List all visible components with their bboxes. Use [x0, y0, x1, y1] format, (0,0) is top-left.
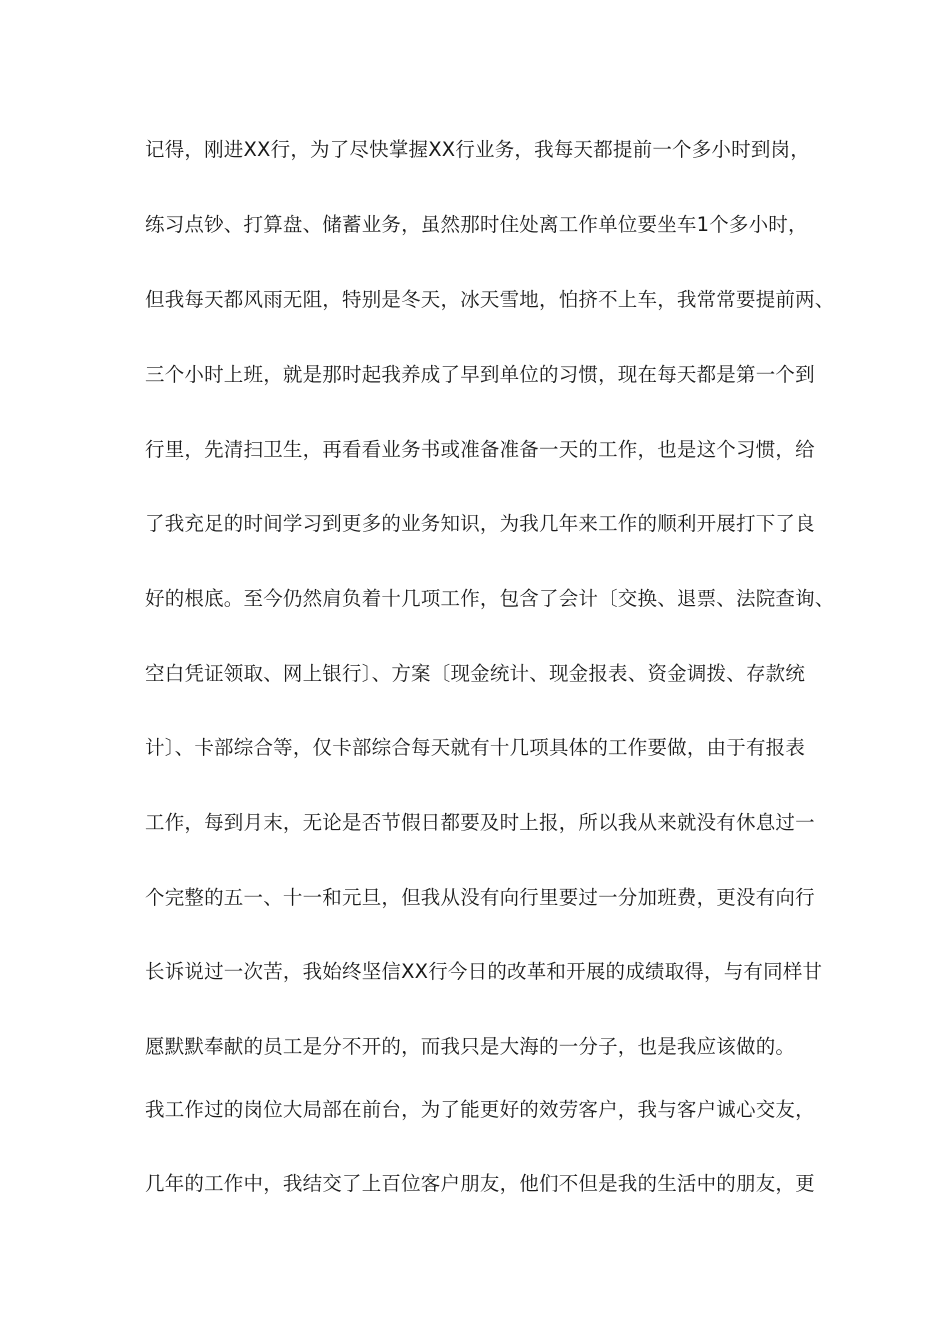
text-line-15: 几年的工作中，我结交了上百位客户朋友，他们不但是我的生活中的朋友，更	[145, 1172, 815, 1195]
text-line-5: 行里，先清扫卫生，再看看业务书或准备准备一天的工作，也是这个习惯，给	[145, 438, 815, 461]
text-line-3: 但我每天都风雨无阻，特别是冬天，冰天雪地，怕挤不上车，我常常要提前两、	[145, 288, 835, 311]
text-line-9: 计〕、卡部综合等，仅卡部综合每天就有十几项具体的工作要做，由于有报表	[145, 736, 806, 759]
text-line-14: 我工作过的岗位大局部在前台，为了能更好的效劳客户，我与客户诚心交友，	[145, 1098, 815, 1121]
text-line-7: 好的根底。至今仍然肩负着十几项工作，包含了会计〔交换、退票、法院查询、	[145, 587, 835, 610]
text-line-8: 空白凭证领取、网上银行〕、方案〔现金统计、现金报表、资金调拨、存款统	[145, 662, 806, 685]
text-line-10: 工作，每到月末，无论是否节假日都要及时上报，所以我从来就没有休息过一	[145, 811, 815, 834]
text-line-2: 练习点钞、打算盘、储蓄业务，虽然那时住处离工作单位要坐车1个多小时，	[145, 213, 808, 236]
text-line-6: 了我充足的时间学习到更多的业务知识，为我几年来工作的顺利开展打下了良	[145, 512, 815, 535]
text-line-1: 记得，刚进XX行，为了尽快掌握XX行业务，我每天都提前一个多小时到岗，	[145, 138, 810, 161]
text-line-13: 愿默默奉献的员工是分不开的，而我只是大海的一分子，也是我应该做的。	[145, 1035, 796, 1058]
text-line-11: 个完整的五一、十一和元旦，但我从没有向行里要过一分加班费，更没有向行	[145, 886, 815, 909]
text-line-4: 三个小时上班，就是那时起我养成了早到单位的习惯，现在每天都是第一个到	[145, 363, 815, 386]
text-line-12: 长诉说过一次苦，我始终坚信XX行今日的改革和开展的成绩取得，与有同样甘	[145, 960, 823, 983]
